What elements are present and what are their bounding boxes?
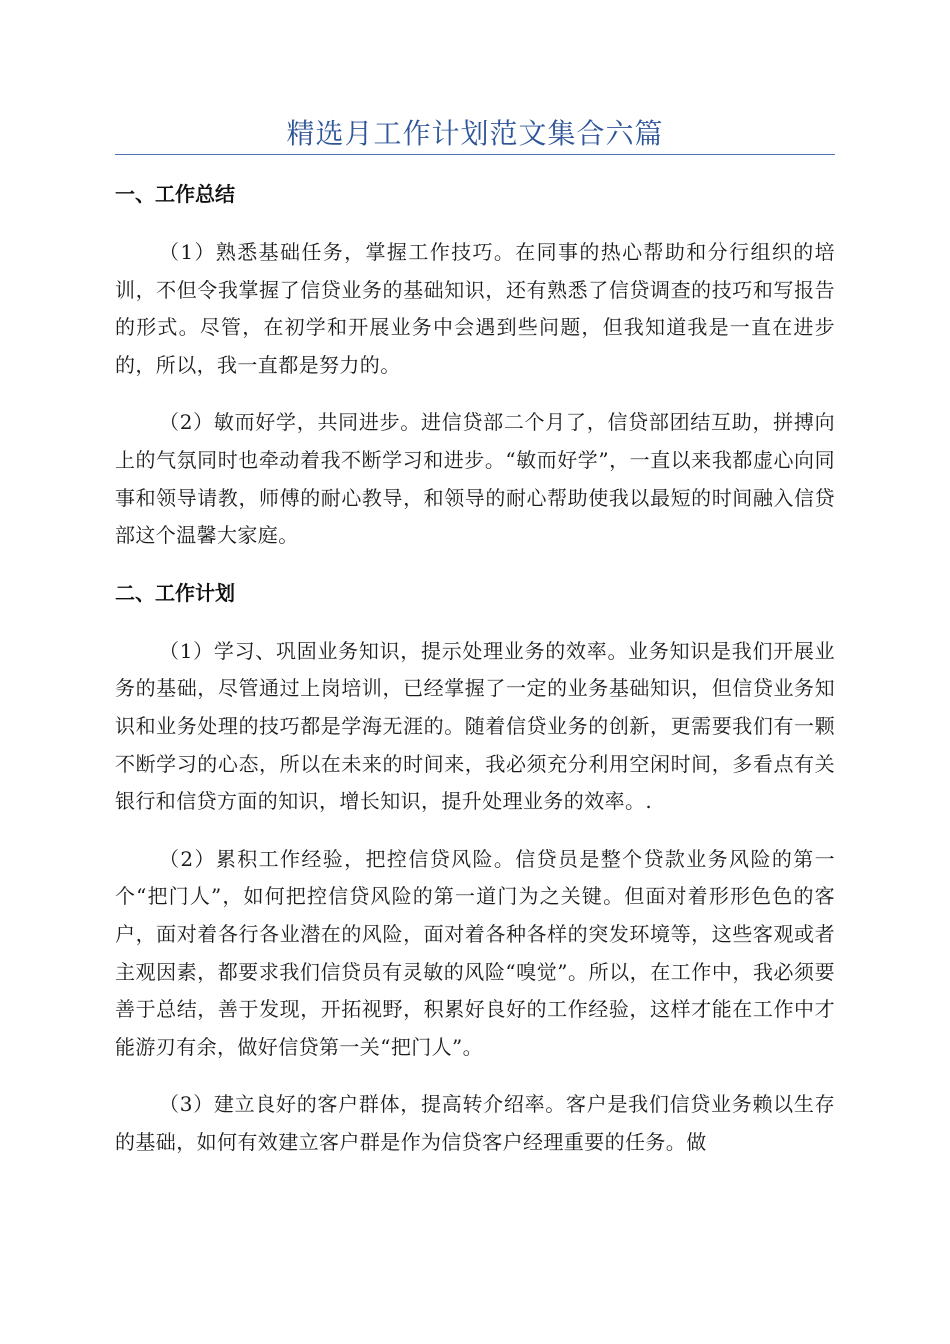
paragraph: （3）建立良好的客户群体，提高转介绍率。客户是我们信贷业务赖以生存的基础，如何有效建立客户群是作为信贷客户经理重要的任务。做 bbox=[115, 1092, 835, 1154]
section-heading: 一、工作总结 bbox=[115, 182, 235, 206]
document-body bbox=[115, 176, 835, 1181]
section-work-plan bbox=[115, 575, 835, 1162]
paragraph: （2）累积工作经验，把控信贷风险。信贷员是整个贷款业务风险的第一个“把门人”，如何把控信贷风险的第一道门为之关键。但面对着形形色色的客户，面对着各行各业潜在的风险，面对着各种各样的突发环境等，这些客观或者主观因素，都要求我们信贷员有灵敏的风险“嗅觉”。所以，在工作中，我必须要善于总结，善于发现，开拓视野，积累好良好的工作经验，这样才能在工作中才能游刃有余，做好信贷第一关“把门人”。 bbox=[115, 846, 835, 1059]
document-title: 精选月工作计划范文集合六篇 bbox=[286, 117, 664, 150]
paragraph: （2）敏而好学，共同进步。进信贷部二个月了，信贷部团结互助，拼搏向上的气氛同时也牵动着我不断学习和进步。“敏而好学”，一直以来我都虚心向同事和领导请教，师傅的耐心教导，和领导的耐心帮助使我以最短的时间融入信贷部这个温馨大家庭。 bbox=[115, 410, 835, 548]
title-underline bbox=[115, 154, 835, 155]
section-work-summary bbox=[115, 176, 835, 555]
paragraph: （1）学习、巩固业务知识，提示处理业务的效率。业务知识是我们开展业务的基础，尽管通过上岗培训，已经掌握了一定的业务基础知识，但信贷业务知识和业务处理的技巧都是学海无涯的。随着信贷业务的创新，更需要我们有一颗不断学习的心态，所以在未来的时间来，我必须充分利用空闲时间，多看点有关银行和信贷方面的知识，增长知识，提升处理业务的效率。. bbox=[115, 638, 835, 814]
section-heading: 二、工作计划 bbox=[115, 580, 235, 605]
paragraph: （1）熟悉基础任务，掌握工作技巧。在同事的热心帮助和分行组织的培训，不但令我掌握了信贷业务的基础知识，还有熟悉了信贷调查的技巧和写报告的形式。尽管，在初学和开展业务中会遇到些问题，但我知道我是一直在进步的，所以，我一直都是努力的。 bbox=[115, 240, 835, 377]
